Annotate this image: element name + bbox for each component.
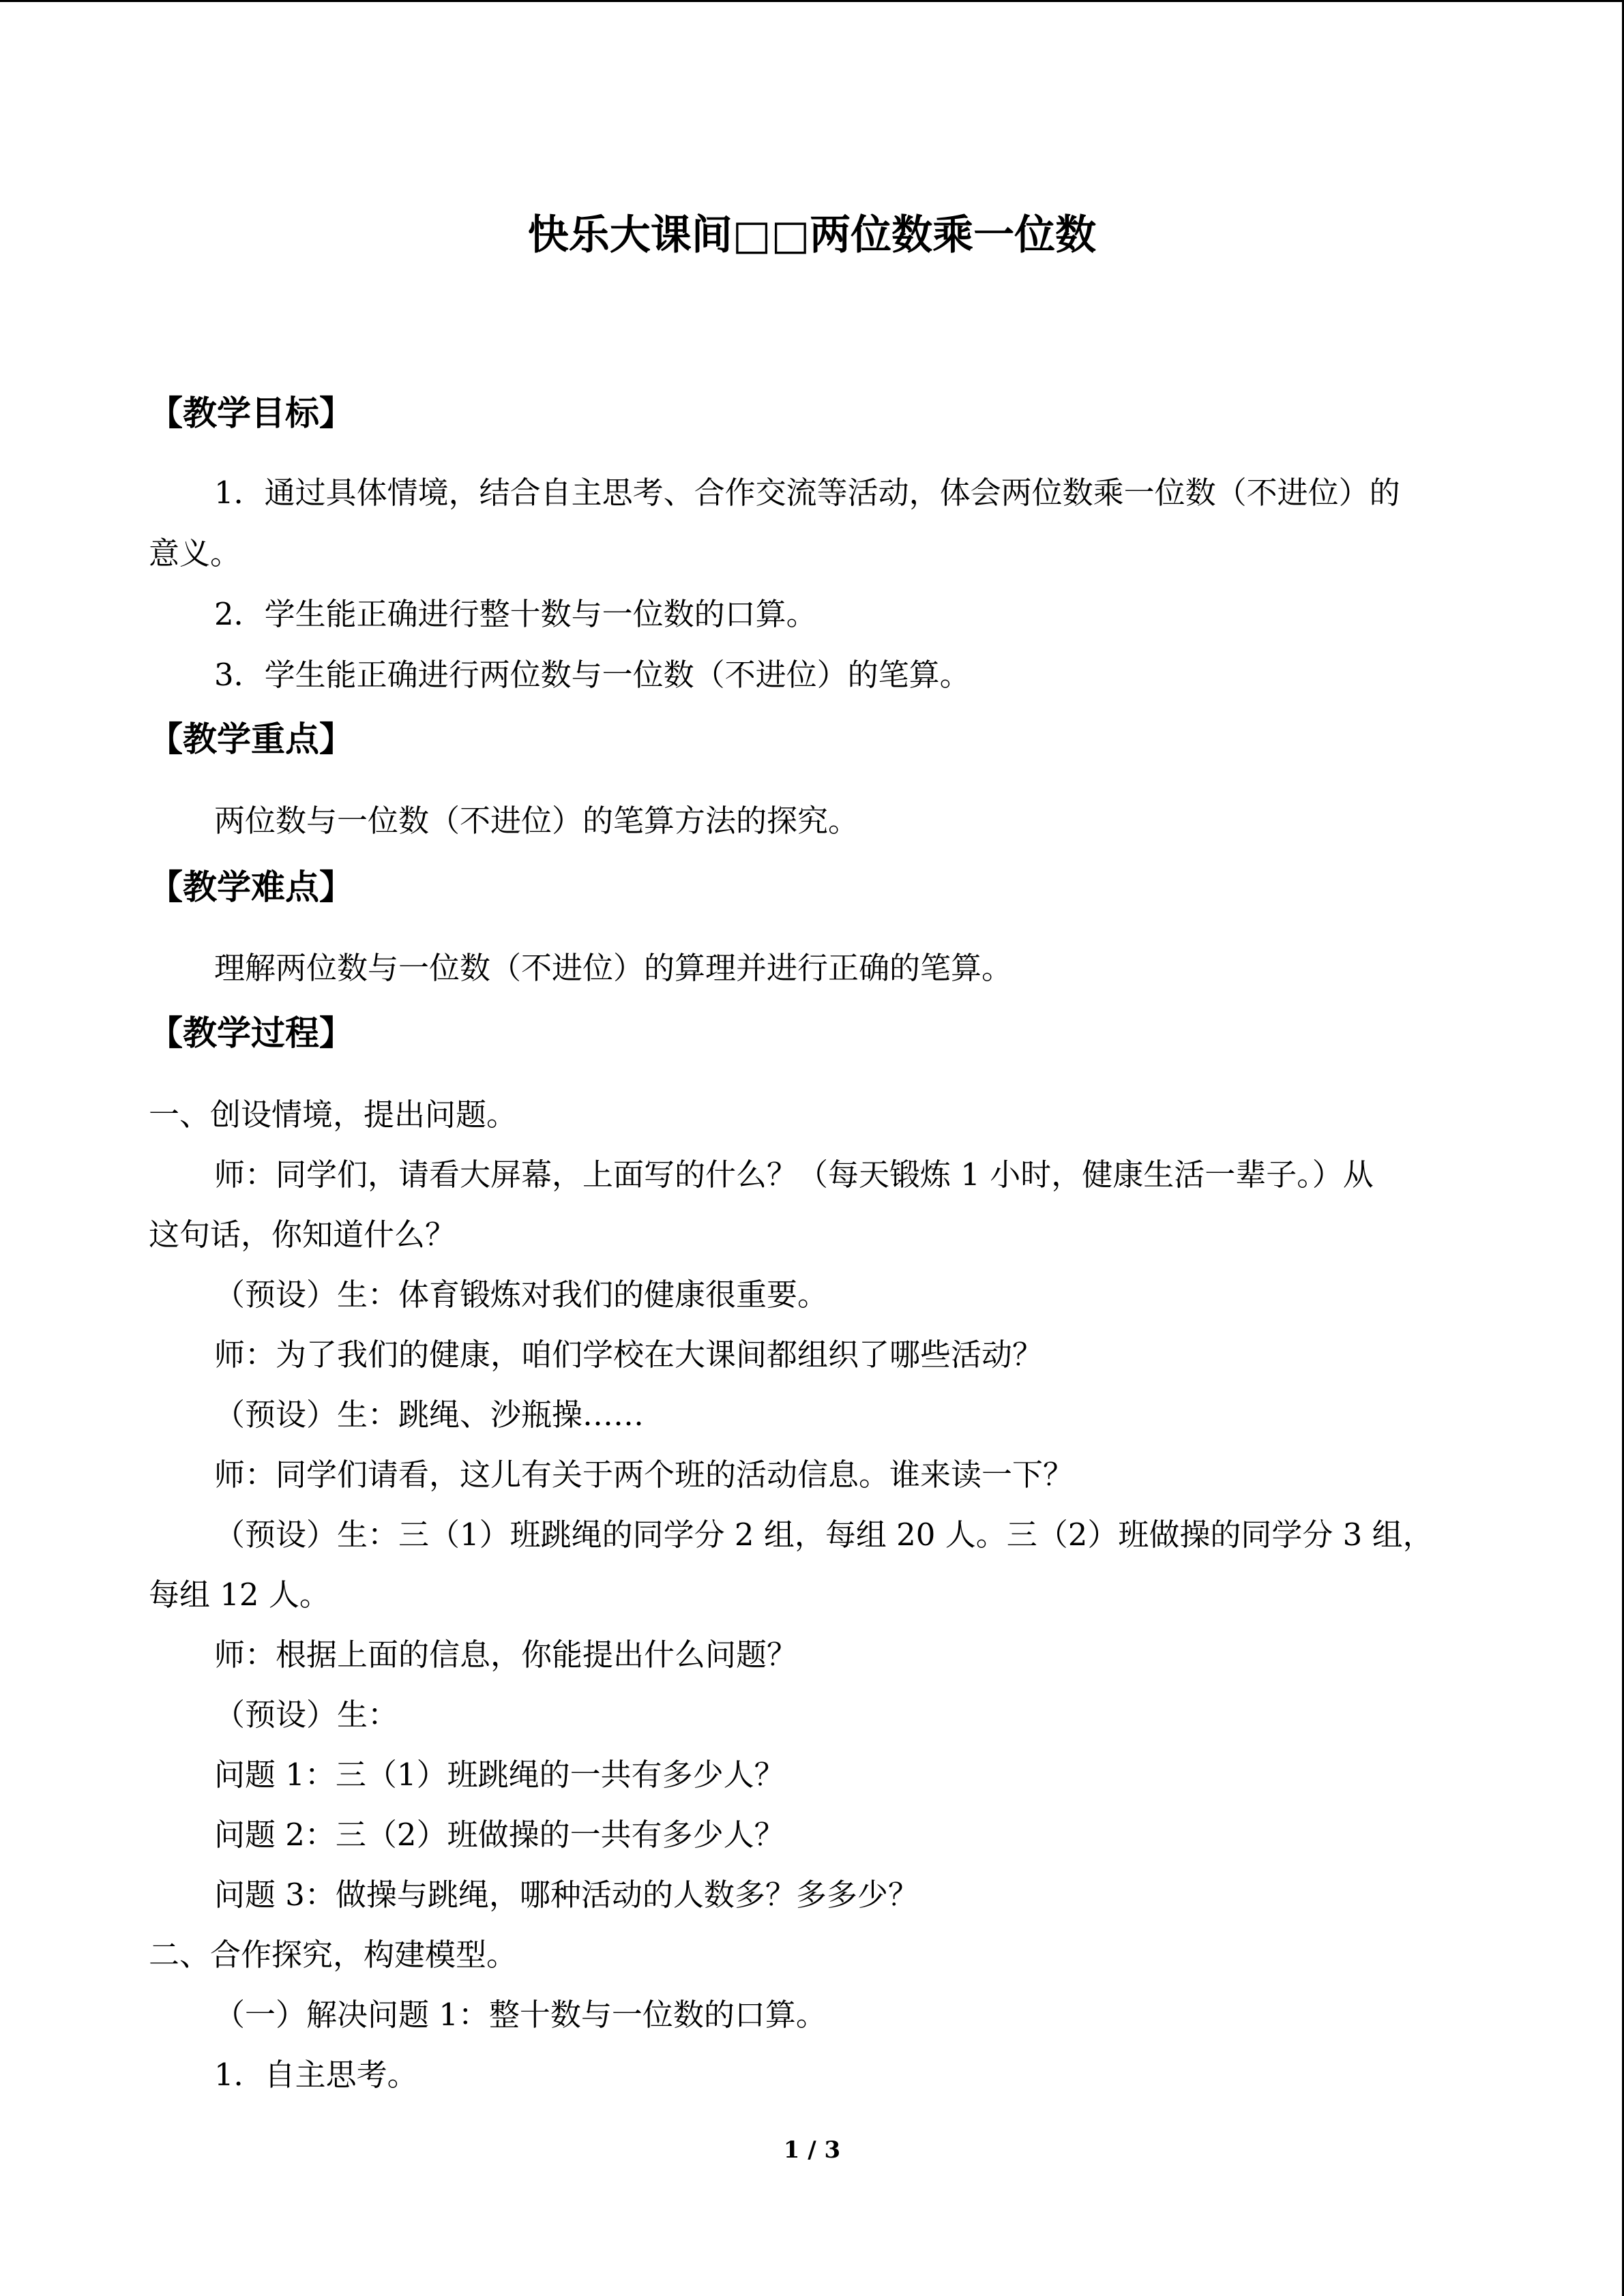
section-heading-key: 【教学重点】 bbox=[149, 719, 353, 759]
document-title: 快乐大课间□□两位数乘一位数 bbox=[527, 211, 1097, 259]
process-line: （预设）生： bbox=[214, 1697, 399, 1733]
process-line: （预设）生：三（1）班跳绳的同学分 2 组，每组 20 人。三（2）班做操的同学分 3 组， bbox=[214, 1517, 1434, 1553]
process-substep: 1．自主思考。 bbox=[214, 2057, 418, 2093]
question-2: 问题 2：三（2）班做操的一共有多少人？ bbox=[214, 1817, 785, 1853]
process-substep: （一）解决问题 1：整十数与一位数的口算。 bbox=[214, 1997, 827, 2033]
process-line: （预设）生：体育锻炼对我们的健康很重要。 bbox=[214, 1277, 829, 1313]
process-line: 师：根据上面的信息，你能提出什么问题？ bbox=[214, 1637, 798, 1673]
process-step-2: 二、合作探究，构建模型。 bbox=[149, 1937, 518, 1973]
goal-line-2: 2．学生能正确进行整十数与一位数的口算。 bbox=[214, 596, 817, 632]
process-line: 师：同学们，请看大屏幕，上面写的什么？（每天锻炼 1 小时，健康生活一辈子。）从 bbox=[214, 1157, 1374, 1193]
process-line: 每组 12 人。 bbox=[149, 1577, 330, 1613]
process-line: 师：同学们请看，这儿有关于两个班的活动信息。谁来读一下？ bbox=[214, 1457, 1074, 1493]
section-heading-difficulty: 【教学难点】 bbox=[149, 867, 353, 907]
process-line: （预设）生：跳绳、沙瓶操…… bbox=[214, 1397, 645, 1433]
goal-line-1: 1．通过具体情境，结合自主思考、合作交流等活动，体会两位数乘一位数（不进位）的 bbox=[214, 475, 1400, 511]
goal-line-1-cont: 意义。 bbox=[149, 535, 241, 571]
question-1: 问题 1：三（1）班跳绳的一共有多少人？ bbox=[214, 1757, 785, 1793]
process-line: 这句话，你知道什么？ bbox=[149, 1217, 456, 1253]
goal-line-3: 3．学生能正确进行两位数与一位数（不进位）的笔算。 bbox=[214, 657, 971, 693]
section-heading-process: 【教学过程】 bbox=[149, 1013, 353, 1053]
section-heading-goals: 【教学目标】 bbox=[149, 393, 353, 433]
process-step-1: 一、创设情境，提出问题。 bbox=[149, 1097, 518, 1133]
process-line: 师：为了我们的健康，咱们学校在大课间都组织了哪些活动？ bbox=[214, 1337, 1044, 1373]
key-point-text: 两位数与一位数（不进位）的笔算方法的探究。 bbox=[214, 803, 859, 839]
question-3: 问题 3：做操与跳绳，哪种活动的人数多？多多少？ bbox=[214, 1877, 919, 1913]
difficulty-text: 理解两位数与一位数（不进位）的算理并进行正确的笔算。 bbox=[214, 950, 1013, 986]
page-indicator: 1 / 3 bbox=[783, 2136, 841, 2164]
page-border-top bbox=[0, 0, 1624, 2]
